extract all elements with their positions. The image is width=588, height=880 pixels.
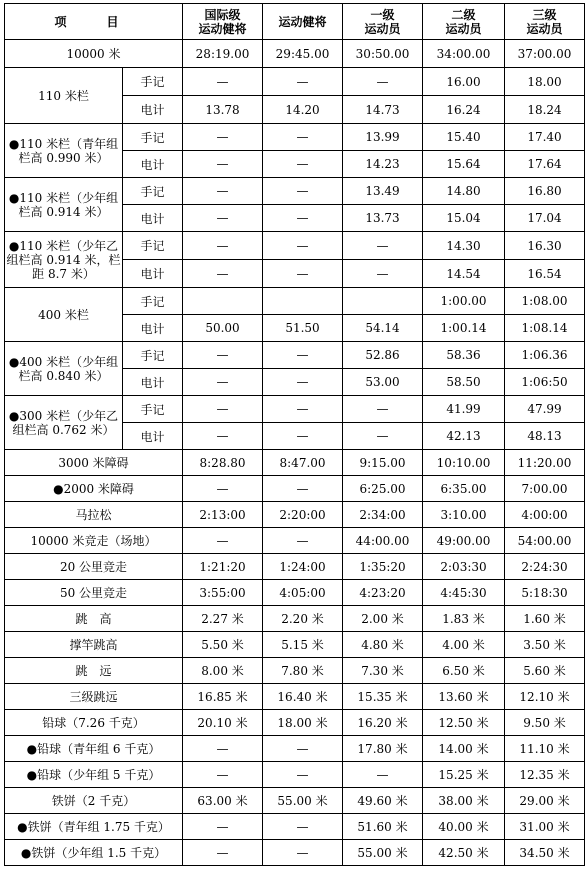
value-cell: 12.50 米: [423, 710, 505, 736]
event-name: 三级跳远: [5, 684, 183, 710]
value-cell: 1:06:50: [505, 369, 585, 396]
value-cell: 14.00 米: [423, 736, 505, 762]
value-cell: —: [263, 68, 343, 96]
value-cell: 1:08.14: [505, 315, 585, 342]
value-cell: 2:24:30: [505, 554, 585, 580]
value-cell: 11:20.00: [505, 450, 585, 476]
value-cell: 14.73: [343, 96, 423, 124]
value-cell: —: [343, 396, 423, 423]
value-cell: 6:35.00: [423, 476, 505, 502]
value-cell: 1:35:20: [343, 554, 423, 580]
value-cell: 4:00:00: [505, 502, 585, 528]
value-cell: —: [263, 423, 343, 450]
table-row: [5, 502, 585, 528]
header-item: 项 目: [5, 4, 183, 40]
table-row: [5, 788, 585, 814]
value-cell: —: [183, 151, 263, 178]
value-cell: 8.00 米: [183, 658, 263, 684]
value-cell: —: [183, 476, 263, 502]
value-cell: 1:24:00: [263, 554, 343, 580]
value-cell: 13.99: [343, 124, 423, 151]
timing-type: 电计: [123, 96, 183, 124]
value-cell: 58.50: [423, 369, 505, 396]
value-cell: 5.50 米: [183, 632, 263, 658]
value-cell: 3.50 米: [505, 632, 585, 658]
event-name: ●110 米栏（少年组栏高 0.914 米）: [5, 178, 123, 232]
value-cell: —: [343, 232, 423, 260]
value-cell: —: [183, 423, 263, 450]
value-cell: —: [263, 205, 343, 232]
event-name: ●铅球（少年组 5 千克）: [5, 762, 183, 788]
timing-type: 手记: [123, 124, 183, 151]
value-cell: 5:18:30: [505, 580, 585, 606]
value-cell: —: [263, 762, 343, 788]
value-cell: 4:05:00: [263, 580, 343, 606]
event-name: 110 米栏: [5, 68, 123, 124]
table-row: [5, 814, 585, 840]
value-cell: 1:21:20: [183, 554, 263, 580]
value-cell: —: [343, 423, 423, 450]
header-third-class: 三级 运动员: [505, 4, 585, 40]
timing-type: 手记: [123, 68, 183, 96]
value-cell: —: [183, 369, 263, 396]
timing-type: 电计: [123, 205, 183, 232]
value-cell: —: [263, 528, 343, 554]
value-cell: 11.10 米: [505, 736, 585, 762]
value-cell: —: [183, 840, 263, 866]
value-cell: 15.35 米: [343, 684, 423, 710]
value-cell: 2:13:00: [183, 502, 263, 528]
value-cell: —: [263, 260, 343, 288]
value-cell: —: [183, 260, 263, 288]
value-cell: 16.20 米: [343, 710, 423, 736]
value-cell: 6.50 米: [423, 658, 505, 684]
value-cell: 14.54: [423, 260, 505, 288]
value-cell: 30:50.00: [343, 40, 423, 68]
value-cell: —: [183, 68, 263, 96]
value-cell: 49:00.00: [423, 528, 505, 554]
value-cell: 16.40 米: [263, 684, 343, 710]
value-cell: —: [263, 840, 343, 866]
value-cell: 37:00.00: [505, 40, 585, 68]
event-name: ●铁饼（少年组 1.5 千克）: [5, 840, 183, 866]
value-cell: —: [343, 68, 423, 96]
timing-type: 电计: [123, 260, 183, 288]
event-name: ●铅球（青年组 6 千克）: [5, 736, 183, 762]
timing-type: 电计: [123, 369, 183, 396]
value-cell: —: [183, 232, 263, 260]
value-cell: 15.64: [423, 151, 505, 178]
value-cell: 38.00 米: [423, 788, 505, 814]
event-name: ●300 米栏（少年乙组栏高 0.762 米）: [5, 396, 123, 450]
table-row: [5, 710, 585, 736]
value-cell: 15.40: [423, 124, 505, 151]
value-cell: 16.54: [505, 260, 585, 288]
value-cell: 16.00: [423, 68, 505, 96]
table-row: [5, 632, 585, 658]
event-name: ●铁饼（青年组 1.75 千克）: [5, 814, 183, 840]
value-cell: 29.00 米: [505, 788, 585, 814]
value-cell: 9:15.00: [343, 450, 423, 476]
table-row: [5, 476, 585, 502]
value-cell: 17.64: [505, 151, 585, 178]
value-cell: 16.80: [505, 178, 585, 205]
value-cell: —: [263, 124, 343, 151]
event-name: 3000 米障碍: [5, 450, 183, 476]
value-cell: 14.80: [423, 178, 505, 205]
value-cell: 2.00 米: [343, 606, 423, 632]
value-cell: —: [183, 814, 263, 840]
value-cell: 17.04: [505, 205, 585, 232]
value-cell: —: [183, 124, 263, 151]
table-row: [5, 450, 585, 476]
value-cell: 44:00.00: [343, 528, 423, 554]
event-name: 铅球（7.26 千克）: [5, 710, 183, 736]
table-row: [5, 232, 585, 260]
timing-type: 手记: [123, 178, 183, 205]
value-cell: —: [183, 736, 263, 762]
value-cell: 16.30: [505, 232, 585, 260]
value-cell: 53.00: [343, 369, 423, 396]
value-cell: 52.86: [343, 342, 423, 369]
value-cell: 1:00.14: [423, 315, 505, 342]
value-cell: 12.10 米: [505, 684, 585, 710]
header-second-class: 二级 运动员: [423, 4, 505, 40]
event-name: 10000 米: [5, 40, 183, 68]
table-row: [5, 736, 585, 762]
value-cell: —: [343, 762, 423, 788]
value-cell: 54:00.00: [505, 528, 585, 554]
event-name: 撑竿跳高: [5, 632, 183, 658]
value-cell: 13.78: [183, 96, 263, 124]
value-cell: 2.27 米: [183, 606, 263, 632]
timing-type: 电计: [123, 151, 183, 178]
value-cell: 4.80 米: [343, 632, 423, 658]
value-cell: 5.15 米: [263, 632, 343, 658]
event-name: 20 公里竞走: [5, 554, 183, 580]
table-row: [5, 762, 585, 788]
value-cell: 14.23: [343, 151, 423, 178]
value-cell: 55.00 米: [343, 840, 423, 866]
header-master: 运动健将: [263, 4, 343, 40]
event-name: ●110 米栏（少年乙组栏高 0.914 米，栏距 8.7 米）: [5, 232, 123, 288]
value-cell: 12.35 米: [505, 762, 585, 788]
value-cell: 15.25 米: [423, 762, 505, 788]
value-cell: 5.60 米: [505, 658, 585, 684]
header-first-class: 一级 运动员: [343, 4, 423, 40]
value-cell: 1:00.00: [423, 288, 505, 315]
table-row: [5, 684, 585, 710]
value-cell: —: [263, 736, 343, 762]
value-cell: 42.50 米: [423, 840, 505, 866]
value-cell: —: [263, 476, 343, 502]
value-cell: 58.36: [423, 342, 505, 369]
timing-type: 电计: [123, 423, 183, 450]
value-cell: 31.00 米: [505, 814, 585, 840]
value-cell: 16.24: [423, 96, 505, 124]
value-cell: —: [263, 178, 343, 205]
value-cell: 6:25.00: [343, 476, 423, 502]
value-cell: 4.00 米: [423, 632, 505, 658]
timing-type: 手记: [123, 232, 183, 260]
value-cell: —: [183, 396, 263, 423]
timing-type: 手记: [123, 396, 183, 423]
value-cell: 3:55:00: [183, 580, 263, 606]
value-cell: 40.00 米: [423, 814, 505, 840]
event-name: 铁饼（2 千克）: [5, 788, 183, 814]
value-cell: 18.00: [505, 68, 585, 96]
table-row: [5, 606, 585, 632]
value-cell: 29:45.00: [263, 40, 343, 68]
value-cell: 2:20:00: [263, 502, 343, 528]
value-cell: 7.80 米: [263, 658, 343, 684]
table-row: [5, 40, 585, 68]
value-cell: 4:45:30: [423, 580, 505, 606]
table-row: [5, 658, 585, 684]
value-cell: 2:03:30: [423, 554, 505, 580]
value-cell: 1:08.00: [505, 288, 585, 315]
value-cell: 48.13: [505, 423, 585, 450]
value-cell: 51.60 米: [343, 814, 423, 840]
value-cell: [343, 288, 423, 315]
value-cell: 2:34:00: [343, 502, 423, 528]
value-cell: 55.00 米: [263, 788, 343, 814]
table-row: [5, 124, 585, 151]
value-cell: —: [263, 151, 343, 178]
value-cell: 13.73: [343, 205, 423, 232]
value-cell: 3:10.00: [423, 502, 505, 528]
value-cell: —: [263, 396, 343, 423]
value-cell: 9.50 米: [505, 710, 585, 736]
table-row: [5, 554, 585, 580]
value-cell: 49.60 米: [343, 788, 423, 814]
timing-type: 电计: [123, 315, 183, 342]
value-cell: 7.30 米: [343, 658, 423, 684]
table-row: [5, 840, 585, 866]
value-cell: 13.60 米: [423, 684, 505, 710]
value-cell: 14.20: [263, 96, 343, 124]
value-cell: 34:00.00: [423, 40, 505, 68]
value-cell: 42.13: [423, 423, 505, 450]
value-cell: —: [183, 205, 263, 232]
table-row: [5, 68, 585, 96]
value-cell: —: [263, 369, 343, 396]
value-cell: 51.50: [263, 315, 343, 342]
value-cell: [263, 288, 343, 315]
value-cell: —: [263, 232, 343, 260]
event-name: 400 米栏: [5, 288, 123, 342]
event-name: 50 公里竞走: [5, 580, 183, 606]
value-cell: 54.14: [343, 315, 423, 342]
table-row: [5, 288, 585, 315]
value-cell: [183, 288, 263, 315]
value-cell: 18.24: [505, 96, 585, 124]
value-cell: —: [183, 178, 263, 205]
event-name: 马拉松: [5, 502, 183, 528]
value-cell: 17.80 米: [343, 736, 423, 762]
value-cell: 8:47.00: [263, 450, 343, 476]
value-cell: 4:23:20: [343, 580, 423, 606]
value-cell: —: [183, 762, 263, 788]
event-name: ●110 米栏（青年组栏高 0.990 米）: [5, 124, 123, 178]
value-cell: 8:28.80: [183, 450, 263, 476]
event-name: ●2000 米障碍: [5, 476, 183, 502]
event-name: 跳 高: [5, 606, 183, 632]
table-row: [5, 342, 585, 369]
value-cell: 34.50 米: [505, 840, 585, 866]
event-name: ●400 米栏（少年组栏高 0.840 米）: [5, 342, 123, 396]
timing-type: 手记: [123, 288, 183, 315]
header-row: [5, 4, 585, 40]
value-cell: 13.49: [343, 178, 423, 205]
event-name: 跳 远: [5, 658, 183, 684]
value-cell: 1:06.36: [505, 342, 585, 369]
table-row: [5, 178, 585, 205]
table-row: [5, 580, 585, 606]
value-cell: —: [263, 814, 343, 840]
standards-table: [4, 3, 585, 866]
value-cell: 50.00: [183, 315, 263, 342]
table-row: [5, 528, 585, 554]
table-row: [5, 396, 585, 423]
event-name: 10000 米竞走（场地）: [5, 528, 183, 554]
value-cell: 15.04: [423, 205, 505, 232]
value-cell: 17.40: [505, 124, 585, 151]
value-cell: 47.99: [505, 396, 585, 423]
value-cell: —: [183, 528, 263, 554]
value-cell: 20.10 米: [183, 710, 263, 736]
value-cell: —: [263, 342, 343, 369]
value-cell: 41.99: [423, 396, 505, 423]
value-cell: 10:10.00: [423, 450, 505, 476]
header-international-master: 国际级 运动健将: [183, 4, 263, 40]
value-cell: —: [183, 342, 263, 369]
value-cell: 7:00.00: [505, 476, 585, 502]
value-cell: 16.85 米: [183, 684, 263, 710]
value-cell: —: [343, 260, 423, 288]
value-cell: 1.83 米: [423, 606, 505, 632]
value-cell: 28:19.00: [183, 40, 263, 68]
value-cell: 2.20 米: [263, 606, 343, 632]
value-cell: 18.00 米: [263, 710, 343, 736]
value-cell: 14.30: [423, 232, 505, 260]
value-cell: 1.60 米: [505, 606, 585, 632]
value-cell: 63.00 米: [183, 788, 263, 814]
timing-type: 手记: [123, 342, 183, 369]
